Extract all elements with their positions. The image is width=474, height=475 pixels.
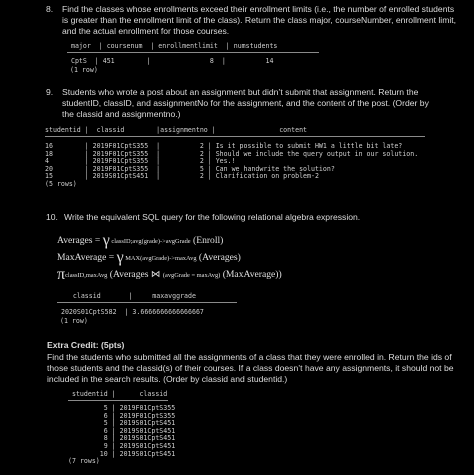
- extra-table-header: studentid | classid: [68, 390, 168, 398]
- ra-lhs: Averages =: [57, 235, 103, 246]
- question-text: Write the equivalent SQL query for the following relational algebra expression.: [64, 212, 361, 222]
- table-row: 9 | 2019S01CptS451: [68, 441, 176, 450]
- question-10: [46, 212, 466, 224]
- table-row: 15 | 2019S01CptS451 | 2 | Clarification on problem-2: [45, 172, 319, 181]
- table-row: 18 | 2019F01CptS355 | 2 | Should we include the query output in our solution.: [45, 149, 419, 158]
- question-number: 8.: [46, 4, 54, 14]
- q10-table-footer: (1 row): [60, 317, 88, 325]
- q9-table-header: studentid | classid |assignmentno | content: [45, 126, 308, 134]
- ra-lhs: MaxAverage =: [57, 252, 117, 263]
- table-separator: [68, 400, 168, 401]
- question-text: Find the classes whose enrollments exceed their enrollment limits (i.e., the number of enrolled students is greater than the enrollment limit of the class). Return the class major, courseNumber, enrollment limit, and the actual enrollment for those courses.: [62, 4, 457, 36]
- question-8: [46, 4, 466, 38]
- question-9: [46, 87, 466, 121]
- table-row: 4 | 2019F01CptS355 | 2 | Yes.!: [45, 157, 236, 166]
- table-footer: (5 rows): [45, 179, 77, 188]
- ra-operand: (Averages ⋈: [107, 269, 163, 280]
- ra-subscript: classID;avg(grade)->avgGrade: [109, 238, 191, 245]
- pi-operator: π: [57, 266, 66, 283]
- q8-table-footer: (1 row): [70, 66, 98, 74]
- table-row: 20 | 2019F01CptS355 | 5 | Can we handwrite the solution?: [45, 164, 335, 173]
- gamma-operator: γ: [102, 232, 110, 249]
- join-condition: (avgGrade = maxAvg): [162, 272, 221, 279]
- q8-table-row: CptS | 451 | 8 | 14: [67, 57, 274, 65]
- ra-operand: (Enroll): [190, 235, 224, 246]
- ra-subscript: classID,maxAvg: [65, 272, 108, 279]
- table-row: 6 | 2019S01CptS451: [68, 426, 176, 435]
- table-row: 8 | 2019S01CptS451: [68, 434, 176, 443]
- question-number: 9.: [46, 87, 54, 97]
- q10-table-row: 2020S01CptS582 | 3.6666666666666667: [57, 308, 204, 316]
- ra-operand: (Averages): [196, 252, 241, 263]
- extra-credit-text: Find the students who submitted all the assignments of a class that they were enrolled in. Return the ids of those students and the classid(s) of their courses. If a class doesn’t have any assignments, it should not be included in the search results. (Order by classid and studentid.): [47, 352, 454, 384]
- ra-subscript: MAX(avgGrade)->maxAvg: [123, 255, 197, 262]
- table-row: 6 | 2019F01CptS355: [68, 411, 176, 420]
- q9-table-rows: [45, 143, 418, 189]
- question-number: 10.: [46, 212, 58, 222]
- ra-operand: (MaxAverage)): [220, 269, 282, 280]
- table-row: 16 | 2019F01CptS355 | 2 | Is it possible to submit HW1 a little bit late?: [45, 142, 403, 150]
- table-footer: (7 rows): [68, 457, 100, 466]
- q10-table-header: classid | maxavggrade: [57, 292, 196, 300]
- ra-expression-projection: [57, 266, 282, 284]
- question-text: Students who wrote a post about an assignment but didn’t submit that assignment. Return the studentID, classID, and assignmentNo for the assignment, and the content of the post. (Order by the classid and assignmentno.): [62, 87, 429, 119]
- table-row: 10 | 2019S01CptS451: [68, 449, 176, 458]
- table-separator: [57, 302, 237, 303]
- ra-expression-maxaverage: [57, 249, 241, 267]
- extra-credit-title: Extra Credit: (5pts): [47, 340, 125, 350]
- table-separator: [67, 52, 319, 53]
- gamma-operator: γ: [116, 249, 124, 266]
- table-row: 5 | 2019S01CptS451: [68, 419, 176, 428]
- ra-expression-averages: [57, 232, 223, 250]
- q8-table-header: major | coursenum | enrollmentlimit | numstudents: [67, 42, 278, 50]
- table-row: 5 | 2019F01CptS355: [68, 404, 176, 412]
- extra-table-rows: [68, 405, 175, 466]
- table-separator: [45, 136, 425, 137]
